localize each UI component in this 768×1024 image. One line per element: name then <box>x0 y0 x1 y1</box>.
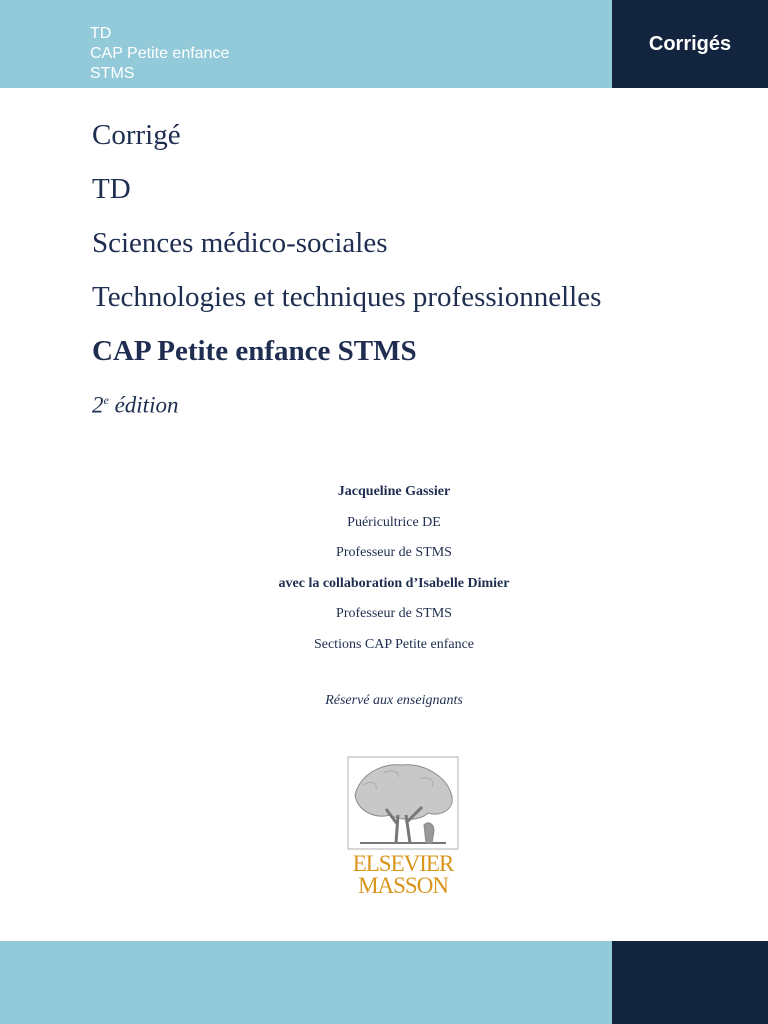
corriges-label: Corrigés <box>648 32 732 55</box>
title-sciences: Sciences médico-sociales <box>92 227 388 259</box>
author-role-2: Professeur de STMS <box>336 545 452 560</box>
edition-word: édition <box>114 392 179 418</box>
title-block <box>92 108 732 428</box>
footer-corner-block <box>612 941 768 1024</box>
logo-elsevier-text: ELSEVIER <box>352 851 454 876</box>
credits-block <box>0 477 768 660</box>
author-name: Jacqueline Gassier <box>337 484 451 499</box>
collab-role-2: Sections CAP Petite enfance <box>313 636 475 652</box>
logo-masson-text: MASSON <box>358 873 448 898</box>
header-tag-td: TD <box>90 25 112 42</box>
edition-sup: e <box>103 393 109 407</box>
collaboration-line: avec la collaboration d’Isabelle Dimier <box>278 575 510 591</box>
footer-band <box>0 941 768 1024</box>
reserved-note: Réservé aux enseignants <box>325 693 463 708</box>
collab-role-1: Professeur de STMS <box>336 606 452 621</box>
publisher-logo <box>340 755 466 900</box>
title-td: TD <box>92 173 131 205</box>
title-corrige: Corrigé <box>92 119 181 151</box>
header-tag-cap: CAP Petite enfance <box>90 45 230 62</box>
header-corner-block <box>612 0 768 88</box>
title-technologies: Technologies et techniques professionnelles <box>92 281 602 313</box>
author-role-1: Puéricultrice DE <box>347 514 441 530</box>
title-cap: CAP Petite enfance STMS <box>92 335 417 367</box>
header-tags <box>90 24 229 84</box>
elsevier-tree-icon <box>340 755 466 851</box>
header-tag-stms: STMS <box>90 65 135 82</box>
edition-number: 2 <box>92 392 104 418</box>
edition-label <box>92 378 732 428</box>
header-band <box>0 0 768 88</box>
